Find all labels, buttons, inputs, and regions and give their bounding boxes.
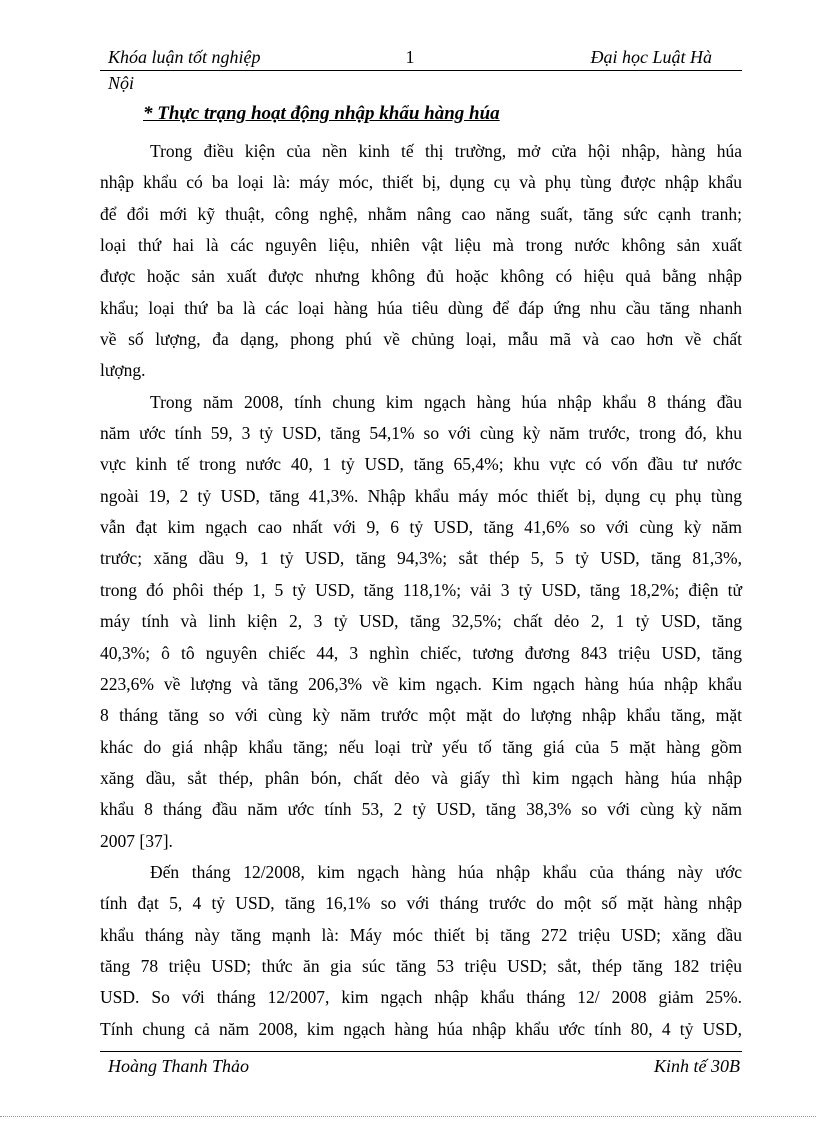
text-line: nhập khẩu có ba loại là: máy móc, thiết bị, dụng cụ và phụ tùng được nhập khẩu <box>100 172 742 193</box>
footer-class-label: Kinh tế 30B <box>654 1056 740 1076</box>
text-line: Đến tháng 12/2008, kim ngạch hàng húa nhập khẩu của tháng này ước <box>150 861 742 882</box>
text-line: khác do giá nhập khẩu tăng; nếu loại trừ yếu tố tăng giá của 5 mặt hàng gồm <box>100 736 742 757</box>
header-university: Đại học Luật Hà <box>590 47 712 67</box>
text-line: 40,3%; ô tô nguyên chiếc 44, 3 nghìn chiếc, tương đương 843 triệu USD, tăng <box>100 642 742 663</box>
body-paragraph-3 <box>100 857 742 1045</box>
page-footer <box>100 1051 742 1077</box>
text-line: loại thứ hai là các nguyên liệu, nhiên vật liệu mà trong nước không sản xuất <box>100 235 742 256</box>
text-line: USD. So với tháng 12/2007, kim ngạch nhập khẩu tháng 12/ 2008 giảm 25%. <box>100 987 742 1008</box>
text-line: trước; xăng dầu 9, 1 tỷ USD, tăng 94,3%; sắt thép 5, 5 tỷ USD, tăng 81,3%, <box>100 548 742 569</box>
text-line: để đổi mới kỹ thuật, công nghệ, nhằm nâng cao năng suất, tăng sức cạnh tranh; <box>100 203 742 224</box>
text-line: máy tính và linh kiện 2, 3 tỷ USD, tăng 32,5%; chất dẻo 2, 1 tỷ USD, tăng <box>100 611 742 632</box>
text-line: tính đạt 5, 4 tỷ USD, tăng 16,1% so với tháng trước do một số mặt hàng nhập <box>100 893 742 914</box>
text-line: vực kinh tế trong nước 40, 1 tỷ USD, tăng 65,4%; khu vực có vốn đầu tư nước <box>100 454 742 475</box>
text-line: khẩu; loại thứ ba là các loại hàng húa tiêu dùng để đáp ứng nhu cầu tăng nhanh <box>100 297 742 318</box>
page-number: 1 <box>405 47 415 67</box>
text-line: năm ước tính 59, 3 tỷ USD, tăng 54,1% so với cùng kỳ năm trước, trong đó, khu <box>100 423 742 444</box>
text-line: được hoặc sản xuất được nhưng không đủ hoặc không có hiệu quả bằng nhập <box>100 266 742 287</box>
body-paragraph-2 <box>100 387 742 857</box>
text-line: 223,6% về lượng và tăng 206,3% về kim ngạch. Kim ngạch hàng húa nhập khẩu <box>100 673 742 694</box>
page-break-dotted-line <box>0 1116 816 1117</box>
header-university-wrap: Nội <box>108 73 135 93</box>
page-header-row <box>100 46 742 71</box>
text-line: xăng dầu, sắt thép, phân bón, chất dẻo và giấy thì kim ngạch hàng húa nhập <box>100 767 742 788</box>
text-line: về số lượng, đa dạng, phong phú về chủng loại, mẫu mã và cao hơn về chất <box>100 329 742 350</box>
header-thesis-title: Khóa luận tốt nghiệp <box>108 47 261 67</box>
text-line: Trong năm 2008, tính chung kim ngạch hàng húa nhập khẩu 8 tháng đầu <box>150 391 742 412</box>
text-line: Tính chung cả năm 2008, kim ngạch hàng húa nhập khẩu ước tính 80, 4 tỷ USD, <box>100 1018 742 1039</box>
text-line: khẩu tháng này tăng mạnh là: Máy móc thiết bị tăng 272 triệu USD; xăng dầu <box>100 924 742 945</box>
text-line: trong đó phôi thép 1, 5 tỷ USD, tăng 118,1%; vải 3 tỷ USD, tăng 18,2%; điện tử <box>100 579 742 600</box>
footer-author-name: Hoàng Thanh Thảo <box>108 1056 250 1076</box>
text-line: lượng. <box>100 360 146 381</box>
text-line: vẫn đạt kim ngạch cao nhất với 9, 6 tỷ USD, tăng 41,6% so với cùng kỳ năm <box>100 517 742 538</box>
text-line: khẩu 8 tháng đầu năm ước tính 53, 2 tỷ USD, tăng 38,3% so với cùng kỳ năm <box>100 799 742 820</box>
page-header <box>100 46 742 94</box>
text-line: Trong điều kiện của nền kinh tế thị trường, mở cửa hội nhập, hàng húa <box>150 141 742 161</box>
text-line: ngoài 19, 2 tỷ USD, tăng 41,3%. Nhập khẩu máy móc thiết bị, dụng cụ phụ tùng <box>100 485 742 506</box>
text-line: 8 tháng tăng so với cùng kỳ năm trước một mặt do lượng nhập khẩu tăng, mặt <box>100 705 742 726</box>
text-line: tăng 78 triệu USD; thức ăn gia súc tăng 53 triệu USD; sắt, thép tăng 182 triệu <box>100 955 742 976</box>
body-paragraph-1 <box>100 136 742 387</box>
text-line: 2007 [37]. <box>100 830 173 851</box>
section-heading: * Thực trạng hoạt động nhập khẩu hàng húa <box>143 103 500 124</box>
page-body <box>100 99 742 1045</box>
